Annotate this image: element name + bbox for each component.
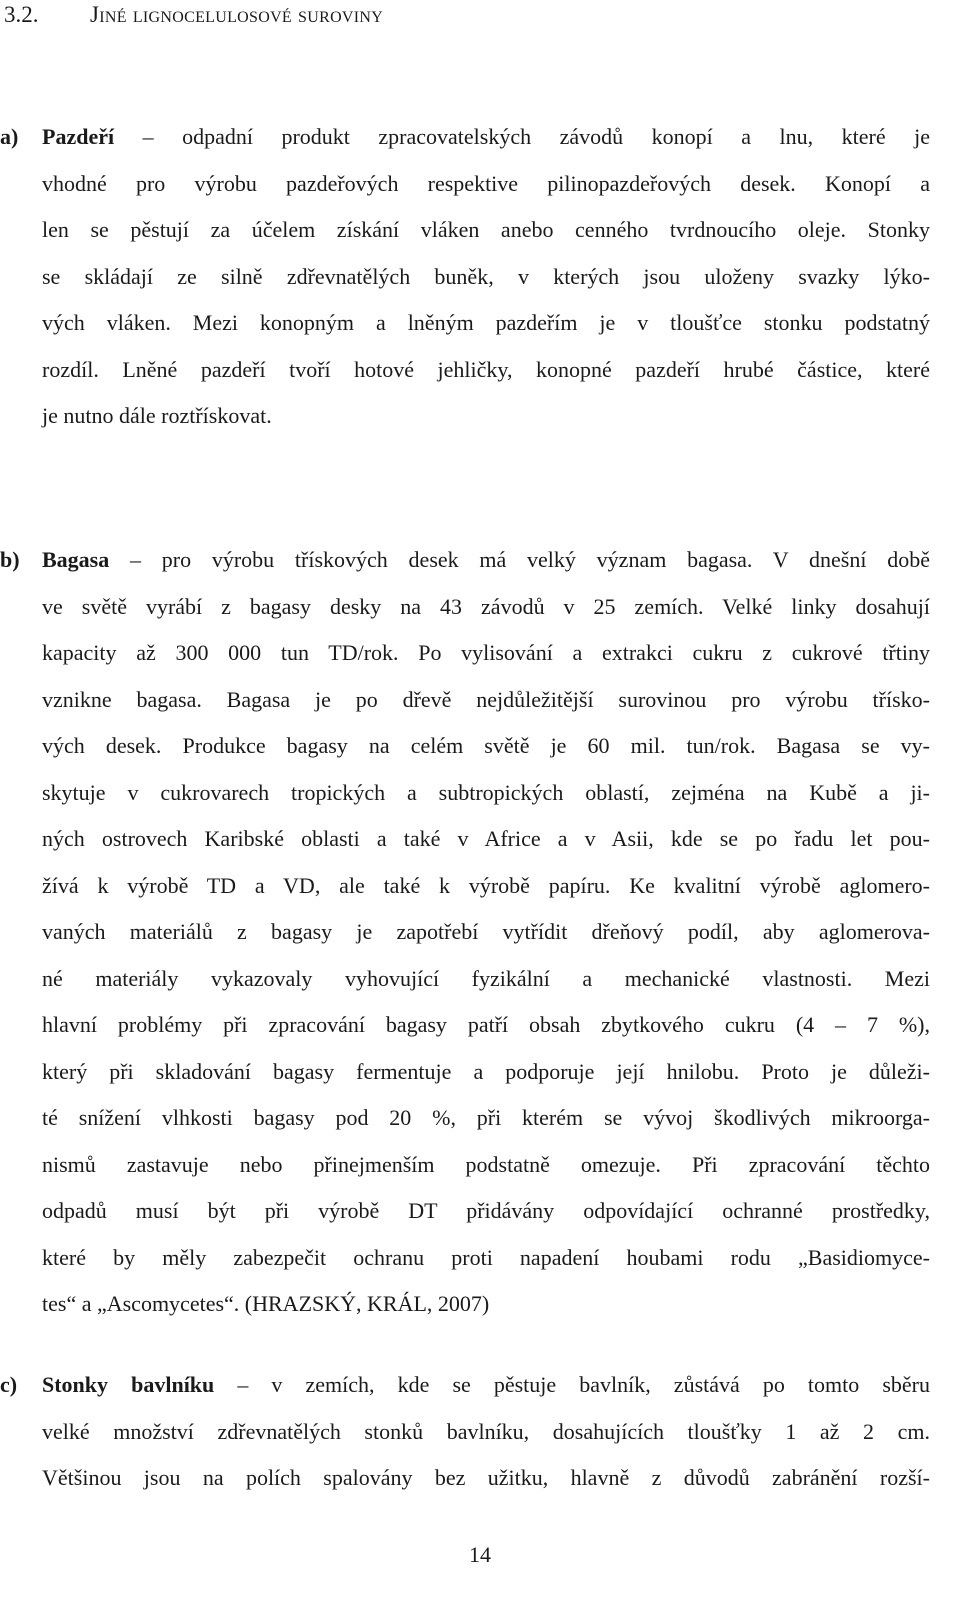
text-line: tes“ a „Ascomycetes“. (HRAZSKÝ, KRÁL, 2007) [42, 1291, 490, 1316]
text-line: žívá k výrobě TD a VD, ale také k výrobě papíru. Ke kvalitní výrobě aglomero- [42, 872, 930, 898]
text-line: kapacity až 300 000 tun TD/rok. Po vylisování a extrakci cukru z cukrové třtiny [42, 640, 930, 665]
text-line: len se pěstují za účelem získání vláken anebo cenného tvrdnoucího oleje. Stonky [42, 217, 930, 242]
paragraph-a-text [42, 114, 930, 440]
text-line: ných ostrovech Karibské oblasti a také v Africe a v Asii, kde se po řadu let pou- [42, 826, 930, 851]
text-line: Bagasa – pro výrobu třískových desek má velký význam bagasa. V dnešní době [42, 547, 930, 572]
list-marker-a: a) [0, 124, 19, 149]
text-line: rozdíl. Lněné pazdeří tvoří hotové jehličky, konopné pazdeří hrubé částice, které [42, 356, 930, 382]
list-marker-c: c) [0, 1372, 18, 1397]
section-number: 3.2. [4, 2, 39, 27]
text-line: vaných materiálů z bagasy je zapotřebí vytřídit dřeňový podíl, aby aglomerova- [42, 919, 930, 944]
text-line: vých vláken. Mezi konopným a lněným pazdeřím je v tloušťce stonku podstatný [42, 310, 930, 335]
text-line: Stonky bavlníku – v zemích, kde se pěstuje bavlník, zůstává po tomto sběru [42, 1372, 930, 1397]
section-heading [4, 0, 383, 30]
text-line: který při skladování bagasy fermentuje a podporuje její hnilobu. Proto je důleži- [42, 1058, 930, 1084]
text-line: vhodné pro výrobu pazdeřových respektive pilinopazdeřových desek. Konopí a [42, 170, 930, 196]
list-marker-b: b) [0, 547, 20, 572]
text-line: Pazdeří – odpadní produkt zpracovatelských závodů konopí a lnu, které je [42, 124, 930, 149]
text-line: nismů zastavuje nebo přinejmenším podstatně omezuje. Při zpracování těchto [42, 1151, 930, 1177]
text-line: je nutno dále roztřískovat. [42, 403, 272, 428]
text-line: né materiály vykazovaly vyhovující fyzikální a mechanické vlastnosti. Mezi [42, 965, 930, 991]
paragraph-c-text [42, 1362, 930, 1502]
text-line: ve světě vyrábí z bagasy desky na 43 závodů v 25 zemích. Velké linky dosahují [42, 593, 930, 619]
term-stonky-bavlniku: Stonky bavlníku [42, 1372, 215, 1397]
page-number: 14 [469, 1542, 491, 1567]
text-line: velké množství zdřevnatělých stonků bavlníku, dosahujících tloušťky 1 až 2 cm. [42, 1418, 930, 1444]
text-line: skytuje v cukrovarech tropických a subtropických oblastí, zejména na Kubě a ji- [42, 779, 930, 805]
term-pazderi: Pazdeří [42, 124, 115, 149]
section-title: Jiné lignocelulosové suroviny [90, 2, 384, 27]
paragraph-b-text [42, 537, 930, 1328]
text-line: které by měly zabezpečit ochranu proti napadení houbami rodu „Basidiomyce- [42, 1244, 930, 1270]
text-line: té snížení vlhkosti bagasy pod 20 %, při kterém se vývoj škodlivých mikroorga- [42, 1105, 930, 1130]
text-line: odpadů musí být při výrobě DT přidávány odpovídající ochranné prostředky, [42, 1198, 930, 1223]
text-line: hlavní problémy při zpracování bagasy patří obsah zbytkového cukru (4 – 7 %), [42, 1012, 930, 1037]
text-line: se skládají ze silně zdřevnatělých buněk, v kterých jsou uloženy svazky lýko- [42, 263, 930, 289]
text-line: vých desek. Produkce bagasy na celém světě je 60 mil. tun/rok. Bagasa se vy- [42, 733, 930, 758]
text-line: Většinou jsou na polích spalovány bez užitku, hlavně z důvodů zabránění rozší- [42, 1465, 930, 1490]
text-line: vznikne bagasa. Bagasa je po dřevě nejdůležitější surovinou pro výrobu třísko- [42, 686, 930, 712]
term-bagasa: Bagasa [42, 547, 110, 572]
